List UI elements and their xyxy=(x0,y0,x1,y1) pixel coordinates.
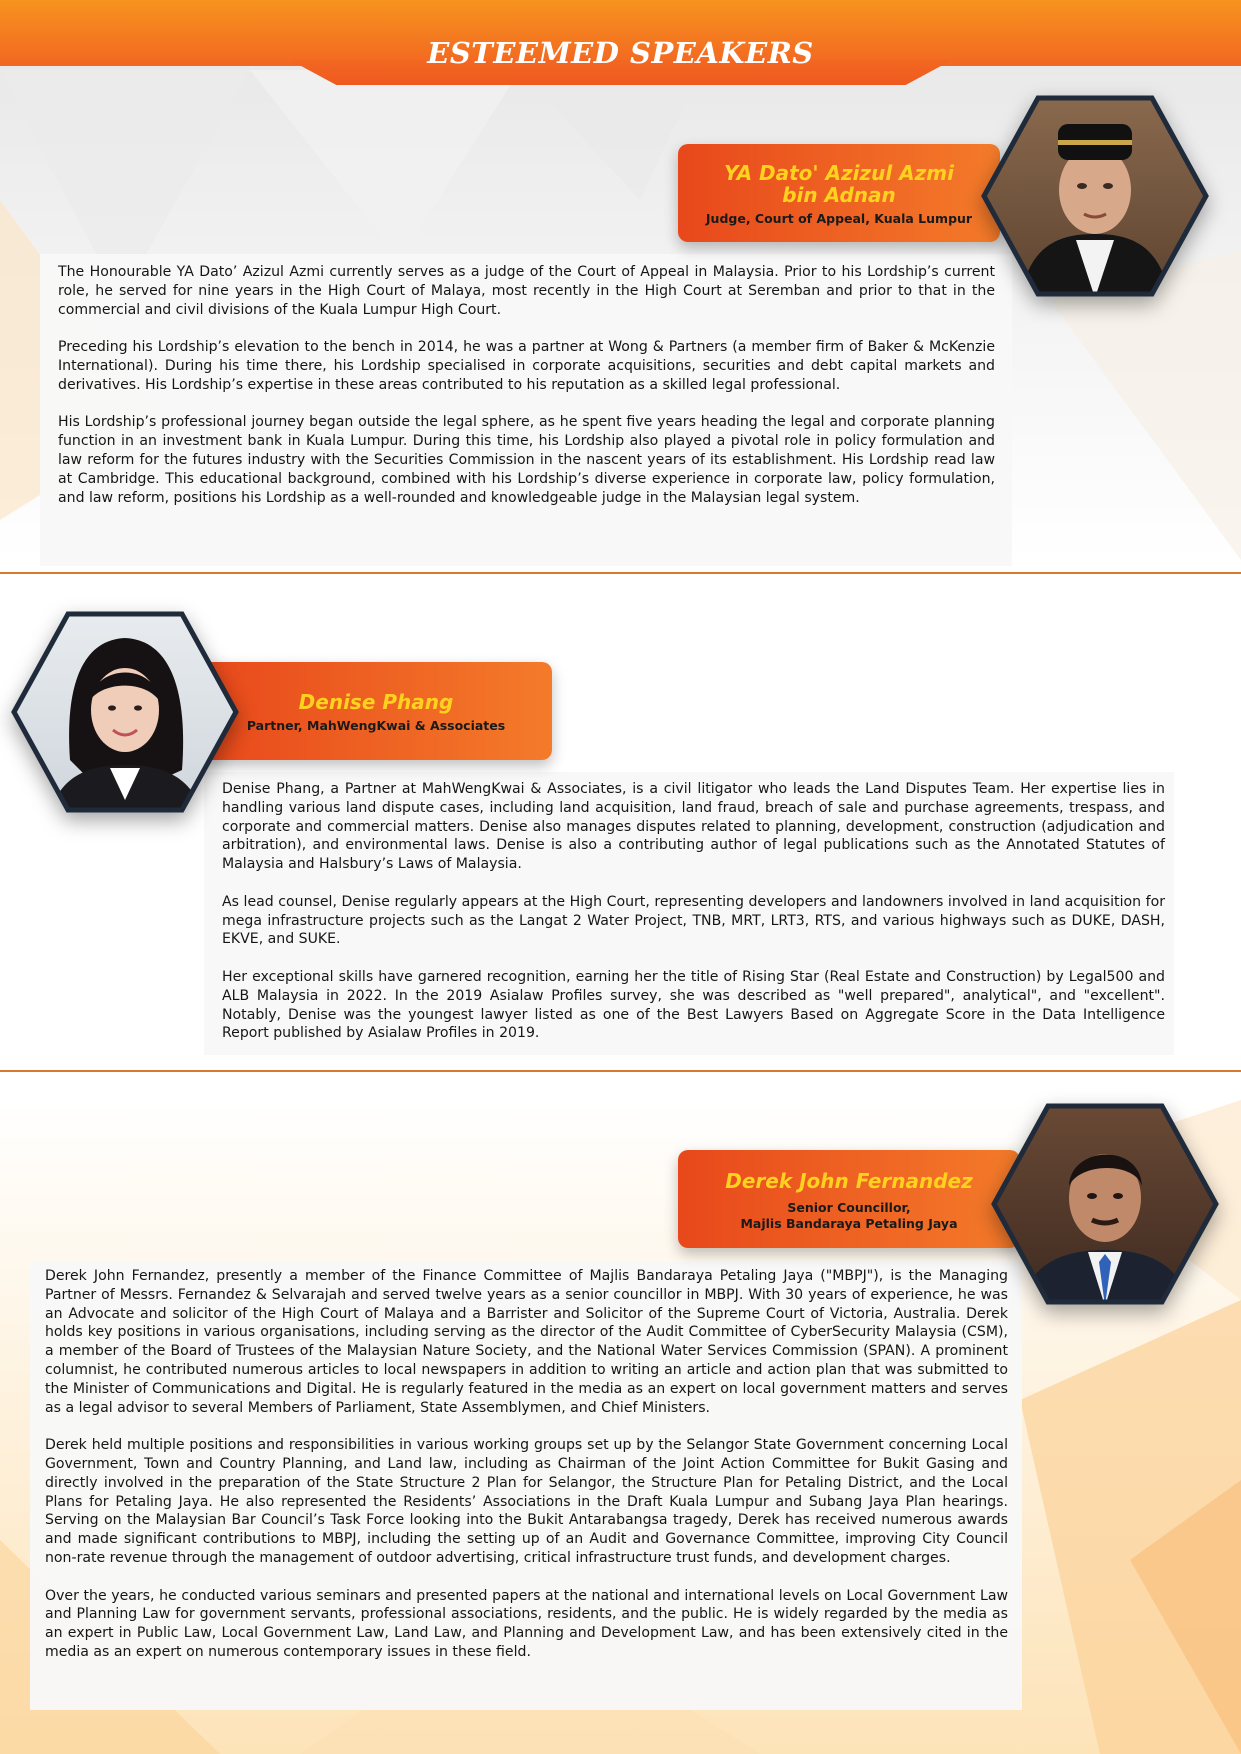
speaker-3-bio xyxy=(30,1262,1022,1710)
speaker-3-title: Senior Councillor, xyxy=(787,1200,911,1215)
speaker-2-title: Partner, MahWengKwai & Associates xyxy=(246,718,506,733)
portrait-man-icon xyxy=(990,1102,1220,1306)
speaker-2-bio-paragraph: As lead counsel, Denise regularly appears at the High Court, representing developers and landowners involved in land acquisition for mega infrastructure projects such as the Langat 2 Water Project, TNB, MRT, LRT3, RTS, and various highways such as DUKE, DASH, EKVE, and SUKE. xyxy=(222,893,1165,948)
speaker-3-bio-paragraph: Derek John Fernandez, presently a member of the Finance Committee of Majlis Bandaraya Petaling Jaya ("MBPJ"), is the Managing Partner of Messrs. Fernandez & Selvarajah and served twelve years as a senior councillor in MBPJ. With 30 years of experience, he was an Advocate and solicitor of the High Court of Malaya and a Barrister and Solicitor of the Supreme Court of Victoria, Australia. Derek holds key positions in various organisations, including serving as the director of the Audit Committee of CyberSecurity Malaysia (CSM), a member of the Board of Trustees of the Malaysian Nature Society, and the National Water Services Commission (SPAN). A prominent columnist, he contributed numerous articles to local newspapers in addition to writing an article and action plan that was submitted to the Minister of Communications and Digital. He is regularly featured in the media as an expert on local government matters and serves as a legal advisor to several Members of Parliament, State Assemblymen, and Chief Ministers. xyxy=(45,1268,1008,1416)
speaker-2-bio xyxy=(204,772,1174,1055)
speaker-2-name-card xyxy=(200,662,552,760)
portrait-judge-icon xyxy=(980,94,1210,298)
speaker-3-bio-paragraph: Over the years, he conducted various seminars and presented papers at the national and international levels on Local Government Law and Planning Law for government servants, professional associations, residents, and the public. He is widely regarded by the media as an expert in Public Law, Local Government Law, Land Law, and Planning and Development Law, and has been extensively cited in the media as an expert on numerous contemporary issues in these field. xyxy=(45,1587,1008,1660)
speaker-3-name-card xyxy=(678,1150,1020,1248)
speaker-2-bio-paragraph: Her exceptional skills have garnered recognition, earning her the title of Rising Star (Real Estate and Construction) by Legal500 and ALB Malaysia in 2022. In the 2019 Asialaw Profiles survey, she was described as "well prepared", analytical", and "excellent". Notably, Denise was the youngest lawyer listed as one of the Best Lawyers Based on Aggregate Score in the Data Intelligence Report published by Asialaw Profiles in 2019. xyxy=(222,968,1165,1042)
speaker-1-title: Judge, Court of Appeal, Kuala Lumpur xyxy=(705,211,973,226)
speaker-1-name: bin Adnan xyxy=(782,183,896,207)
speaker-1-name-card xyxy=(678,144,1000,242)
section-divider xyxy=(0,572,1241,574)
section-divider xyxy=(0,1070,1241,1072)
speaker-3-bio-paragraph: Derek held multiple positions and responsibilities in various working groups set up by the Selangor State Government concerning Local Government, Town and Country Planning, and Land law, including as Chairman of the Joint Action Committee for Bukit Gasing and directly involved in the preparation of the State Structure 2 Plan for Selangor, the Structure Plan for Petaling District, and the Local Plans for Petaling Jaya. He also represented the Residents’ Associations in the Draft Kuala Lumpur and Subang Jaya Plan hearings. Serving on the Malaysian Bar Council’s Task Force looking into the Bukit Antarabangsa tragedy, Derek has received numerous awards and made significant contributions to MBPJ, including the setting up of an Audit and Governance Committee, improving City Council non-rate revenue through the management of outdoor advertising, critical infrastructure trust funds, and development charges. xyxy=(45,1437,1008,1566)
speaker-2-bio-paragraph: Denise Phang, a Partner at MahWengKwai & Associates, is a civil litigator who leads the Land Disputes Team. Her expertise lies in handling various land dispute cases, including land acquisition, land fraud, breach of sale and purchase agreements, trespass, and corporate and commercial matters. Denise also manages disputes related to planning, development, construction (adjudication and arbitration), and environmental laws. Denise is also a contributing author of legal publications such as the Annotated Statutes of Malaysia and Halsbury’s Laws of Malaysia. xyxy=(222,781,1165,873)
portrait-woman-icon xyxy=(10,610,240,814)
speaker-3-title: Majlis Bandaraya Petaling Jaya xyxy=(740,1216,958,1231)
speaker-1-name: YA Dato' Azizul Azmi xyxy=(724,161,954,185)
speaker-1-bio-paragraph: The Honourable YA Dato’ Azizul Azmi currently serves as a judge of the Court of Appeal in Malaysia. Prior to his Lordship’s current role, he served for nine years in the High Court of Malaya, most recently in the High Court at Seremban and prior to that in the commercial and civil divisions of the Kuala Lumpur High Court. xyxy=(58,264,995,318)
speaker-2-name: Denise Phang xyxy=(298,690,454,714)
page-title: ESTEEMED SPEAKERS xyxy=(427,36,814,70)
speaker-1-bio-paragraph: Preceding his Lordship’s elevation to the bench in 2014, he was a partner at Wong & Partners (a member firm of Baker & McKenzie International). During his time there, his Lordship specialised in corporate acquisitions, securities and debt capital markets and derivatives. His Lordship’s expertise in these areas contributed to his reputation as a skilled legal professional. xyxy=(58,339,995,393)
speaker-3-name: Derek John Fernandez xyxy=(725,1169,973,1193)
speaker-1-bio xyxy=(40,254,1012,566)
speaker-1-bio-paragraph: His Lordship’s professional journey began outside the legal sphere, as he spent five years heading the legal and corporate planning function in an investment bank in Kuala Lumpur. During this time, his Lordship also played a pivotal role in policy formulation and law reform for the futures industry with the Securities Commission in the nascent years of its establishment. His Lordship read law at Cambridge. This educational background, combined with his Lordship’s diverse experience in corporate law, policy formulation, and law reform, positions his Lordship as a well-rounded and knowledgeable judge in the Malaysian legal system. xyxy=(58,414,995,506)
